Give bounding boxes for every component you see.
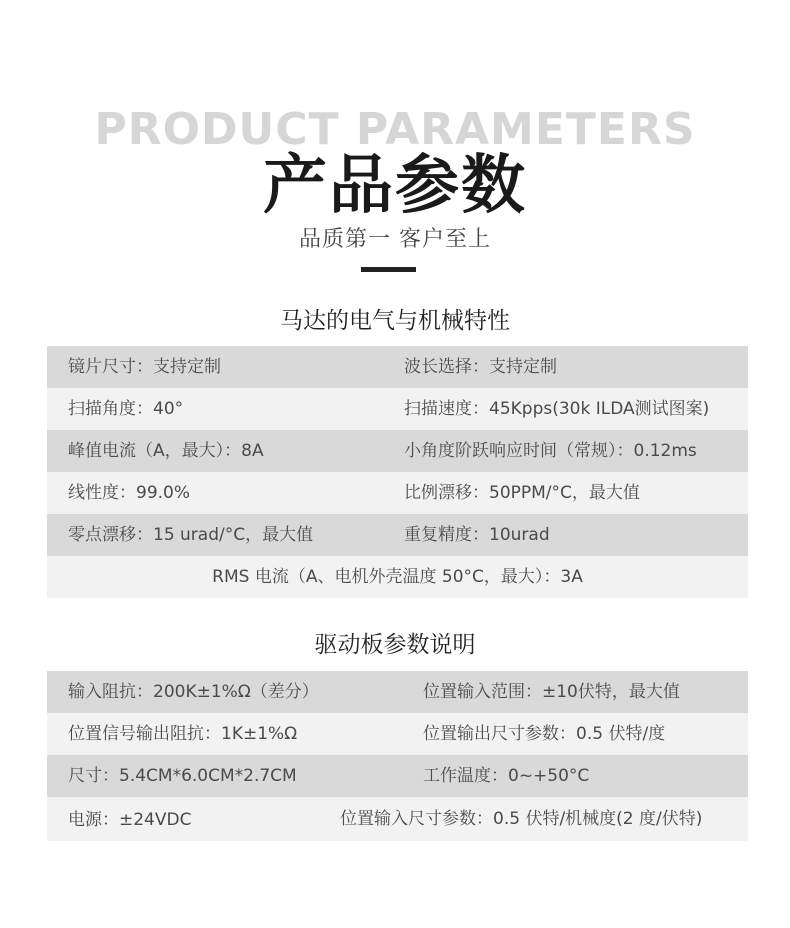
motor-spec-table: [47, 346, 748, 598]
driver-spec-table: [47, 671, 748, 841]
spec-cell: 扫描速度：45Kpps(30k ILDA测试图案): [404, 399, 710, 419]
page-title: 产品参数: [263, 149, 527, 223]
spec-cell: 扫描角度：40°: [68, 399, 184, 419]
table-row: [47, 671, 748, 713]
table-row: [47, 430, 748, 472]
spec-cell: 位置输出尺寸参数：0.5 伏特/度: [423, 724, 666, 744]
page-subtitle: 品质第一 客户至上: [299, 227, 491, 252]
table-row: [47, 755, 748, 797]
spec-cell: 峰值电流（A，最大）：8A: [68, 441, 264, 461]
spec-cell: 波长选择：支持定制: [404, 357, 557, 377]
table-row: [47, 556, 748, 598]
spec-cell: 电源：±24VDC: [68, 810, 192, 830]
spec-cell-full: RMS 电流（A、电机外壳温度 50°C，最大）：3A: [212, 567, 583, 587]
title-divider: [361, 267, 416, 272]
spec-cell: 工作温度：0~+50°C: [423, 766, 590, 786]
spec-cell: 位置输入范围：±10伏特，最大值: [423, 682, 680, 702]
spec-cell: 输入阻抗：200K±1%Ω（差分）: [68, 682, 319, 702]
table-row: [47, 713, 748, 755]
spec-cell: 零点漂移：15 urad/°C，最大值: [68, 525, 314, 545]
section-title-driver: 驱动板参数说明: [314, 632, 476, 658]
table-row: [47, 388, 748, 430]
table-row: [47, 472, 748, 514]
spec-cell: 重复精度：10urad: [404, 525, 550, 545]
spec-cell: 位置输入尺寸参数：0.5 伏特/机械度(2 度/伏特): [340, 809, 703, 829]
spec-cell: 镜片尺寸：支持定制: [68, 357, 221, 377]
spec-cell: 小角度阶跃响应时间（常规）：0.12ms: [404, 441, 697, 461]
spec-cell: 比例漂移：50PPM/°C，最大值: [404, 483, 640, 503]
spec-cell: 线性度：99.0%: [68, 483, 191, 503]
spec-cell: 尺寸：5.4CM*6.0CM*2.7CM: [68, 766, 297, 786]
background-title: PRODUCT PARAMETERS: [94, 104, 696, 155]
section-title-motor: 马达的电气与机械特性: [280, 308, 510, 334]
spec-cell: 位置信号输出阻抗：1K±1%Ω: [68, 724, 298, 744]
table-row: [47, 797, 748, 841]
table-row: [47, 514, 748, 556]
table-row: [47, 346, 748, 388]
